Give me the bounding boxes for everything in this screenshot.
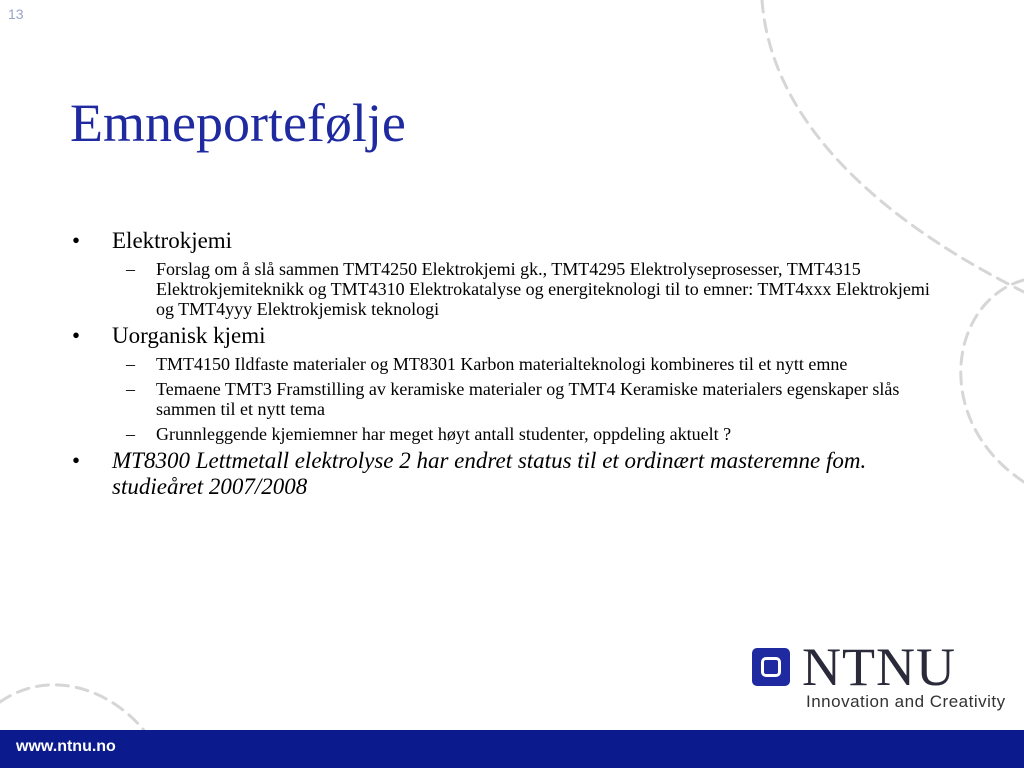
bullet-mt8300 (72, 448, 932, 500)
sub-bullet-text: Grunnleggende kjemiemner har meget høyt antall studenter, oppdeling aktuelt ? (156, 424, 732, 444)
slide-content (72, 224, 932, 500)
ntnu-logo-icon (752, 648, 790, 686)
slide-number: 13 (8, 6, 24, 22)
bullet-marker: • (72, 228, 81, 253)
dash-marker: – (126, 424, 135, 444)
footer-bar (0, 730, 1024, 768)
bullet-elektrokjemi (72, 228, 932, 254)
dash-marker: – (126, 379, 135, 399)
sub-bullet (72, 259, 932, 319)
sub-bullet-text: TMT4150 Ildfaste materialer og MT8301 Karbon materialteknologi kombineres til et nytt emne (156, 354, 848, 374)
ntnu-logo (752, 637, 1006, 716)
slide-title: Emneportefølje (70, 93, 406, 153)
bullet-marker: • (72, 323, 81, 348)
bullet-uorganisk-kjemi (72, 323, 932, 349)
bullet-text: Elektrokjemi (112, 228, 233, 253)
bullet-marker: • (72, 448, 81, 473)
sub-bullet-text: Forslag om å slå sammen TMT4250 Elektrokjemi gk., TMT4295 Elektrolyseprosesser, TMT4315 Elektrokjemiteknikk og TMT4310 Elektrokatalyse og energiteknologi til to emner: TMT4xxx Elektrokjemi og TMT4yyy Elektrokjemisk teknologi (156, 259, 930, 319)
bullet-text: Uorganisk kjemi (112, 323, 266, 348)
ntnu-logo-text: NTNU (802, 637, 956, 697)
sub-bullet (72, 379, 932, 419)
dash-marker: – (126, 259, 135, 279)
sub-bullet (72, 354, 932, 374)
bullet-text: MT8300 Lettmetall elektrolyse 2 har endret status til et ordinært masteremne fom. studieåret 2007/2008 (112, 448, 867, 499)
sub-bullet-text: Temaene TMT3 Framstilling av keramiske materialer og TMT4 Keramiske materialers egenskaper slås sammen til et nytt tema (156, 379, 900, 419)
footer-url-link[interactable]: www.ntnu.no (16, 738, 116, 755)
sub-bullet (72, 424, 932, 444)
ntnu-logo-tagline: Innovation and Creativity (806, 692, 1006, 711)
dash-marker: – (126, 354, 135, 374)
